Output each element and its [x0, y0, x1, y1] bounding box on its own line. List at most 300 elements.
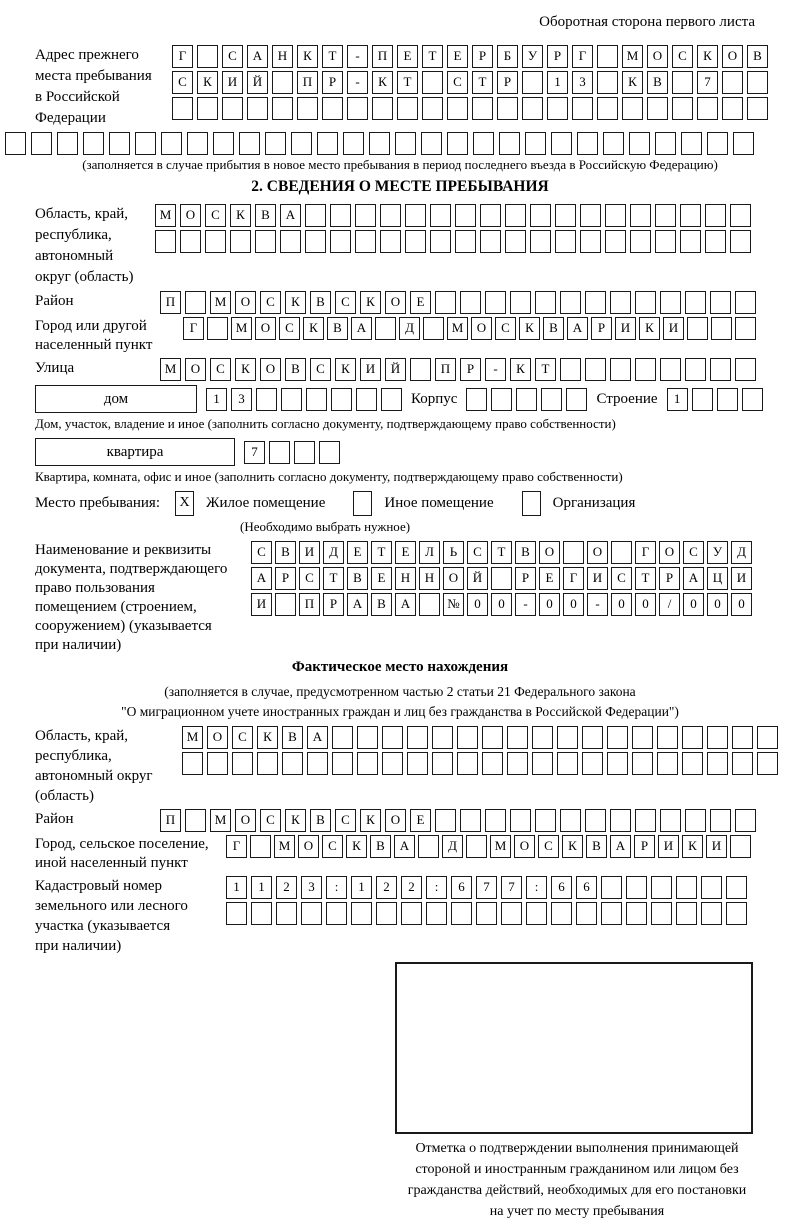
char-cell[interactable]: И	[615, 317, 636, 340]
char-cell[interactable]: П	[299, 593, 320, 616]
char-cell[interactable]	[275, 593, 296, 616]
char-cell[interactable]: С	[310, 358, 331, 381]
char-cell[interactable]	[435, 291, 456, 314]
char-cell[interactable]: Е	[395, 541, 416, 564]
char-cell[interactable]: Н	[419, 567, 440, 590]
char-cell[interactable]: -	[485, 358, 506, 381]
char-cell[interactable]	[466, 835, 487, 858]
char-cell[interactable]: :	[326, 876, 347, 899]
char-cell[interactable]	[432, 752, 453, 775]
char-cell[interactable]: 0	[683, 593, 704, 616]
char-cell[interactable]: -	[347, 45, 368, 68]
char-cell[interactable]: М	[490, 835, 511, 858]
char-cell[interactable]	[457, 752, 478, 775]
char-cell[interactable]	[485, 809, 506, 832]
char-cell[interactable]	[560, 291, 581, 314]
char-cell[interactable]: Р	[460, 358, 481, 381]
char-cell[interactable]: Е	[410, 809, 431, 832]
char-cell[interactable]	[541, 388, 562, 411]
char-cell[interactable]	[672, 97, 693, 120]
char-cell[interactable]: Д	[323, 541, 344, 564]
char-cell[interactable]	[585, 358, 606, 381]
char-cell[interactable]	[239, 132, 260, 155]
char-cell[interactable]: С	[322, 835, 343, 858]
char-cell[interactable]	[685, 358, 706, 381]
char-cell[interactable]	[657, 726, 678, 749]
char-cell[interactable]	[530, 204, 551, 227]
char-cell[interactable]: О	[659, 541, 680, 564]
char-cell[interactable]	[566, 388, 587, 411]
char-cell[interactable]: 3	[572, 71, 593, 94]
char-cell[interactable]: С	[232, 726, 253, 749]
char-cell[interactable]: 1	[226, 876, 247, 899]
char-cell[interactable]: А	[567, 317, 588, 340]
char-cell[interactable]: И	[706, 835, 727, 858]
char-cell[interactable]: О	[260, 358, 281, 381]
char-cell[interactable]	[480, 230, 501, 253]
char-cell[interactable]	[660, 809, 681, 832]
char-cell[interactable]	[610, 809, 631, 832]
char-cell[interactable]	[632, 752, 653, 775]
char-cell[interactable]: Н	[395, 567, 416, 590]
char-cell[interactable]: С	[538, 835, 559, 858]
char-cell[interactable]	[422, 97, 443, 120]
char-cell[interactable]	[742, 388, 763, 411]
char-cell[interactable]	[605, 204, 626, 227]
char-cell[interactable]: К	[697, 45, 718, 68]
char-cell[interactable]	[499, 132, 520, 155]
char-cell[interactable]	[535, 809, 556, 832]
char-cell[interactable]: В	[310, 291, 331, 314]
char-cell[interactable]	[685, 291, 706, 314]
char-cell[interactable]	[535, 291, 556, 314]
char-cell[interactable]	[525, 132, 546, 155]
char-cell[interactable]: М	[622, 45, 643, 68]
char-cell[interactable]	[563, 541, 584, 564]
char-cell[interactable]	[57, 132, 78, 155]
char-cell[interactable]	[597, 71, 618, 94]
char-cell[interactable]: И	[360, 358, 381, 381]
char-cell[interactable]: В	[747, 45, 768, 68]
char-cell[interactable]: К	[639, 317, 660, 340]
char-cell[interactable]: О	[385, 809, 406, 832]
char-cell[interactable]	[507, 726, 528, 749]
char-cell[interactable]	[732, 752, 753, 775]
char-cell[interactable]	[213, 132, 234, 155]
char-cell[interactable]	[356, 388, 377, 411]
char-cell[interactable]	[635, 358, 656, 381]
char-cell[interactable]: Е	[397, 45, 418, 68]
char-cell[interactable]	[610, 358, 631, 381]
char-cell[interactable]	[560, 809, 581, 832]
char-cell[interactable]	[455, 230, 476, 253]
char-cell[interactable]	[722, 71, 743, 94]
char-cell[interactable]	[410, 358, 431, 381]
char-cell[interactable]	[655, 204, 676, 227]
char-cell[interactable]: 2	[276, 876, 297, 899]
char-cell[interactable]: Р	[322, 71, 343, 94]
char-cell[interactable]	[672, 71, 693, 94]
char-cell[interactable]: Й	[467, 567, 488, 590]
char-cell[interactable]	[733, 132, 754, 155]
char-cell[interactable]	[701, 876, 722, 899]
char-cell[interactable]	[717, 388, 738, 411]
char-cell[interactable]	[530, 230, 551, 253]
char-cell[interactable]	[635, 809, 656, 832]
char-cell[interactable]: 1	[547, 71, 568, 94]
char-cell[interactable]	[207, 317, 228, 340]
char-cell[interactable]	[555, 204, 576, 227]
char-cell[interactable]	[355, 230, 376, 253]
char-cell[interactable]: С	[279, 317, 300, 340]
char-cell[interactable]	[257, 752, 278, 775]
char-cell[interactable]: Р	[634, 835, 655, 858]
char-cell[interactable]: М	[160, 358, 181, 381]
char-cell[interactable]: Ц	[707, 567, 728, 590]
char-cell[interactable]	[380, 204, 401, 227]
stay-type-checkbox-other[interactable]	[353, 491, 372, 516]
char-cell[interactable]	[647, 97, 668, 120]
char-cell[interactable]	[419, 593, 440, 616]
char-cell[interactable]	[472, 97, 493, 120]
char-cell[interactable]: Р	[472, 45, 493, 68]
char-cell[interactable]: К	[297, 45, 318, 68]
char-cell[interactable]: Г	[172, 45, 193, 68]
char-cell[interactable]: О	[587, 541, 608, 564]
char-cell[interactable]	[250, 835, 271, 858]
char-cell[interactable]: А	[307, 726, 328, 749]
char-cell[interactable]: С	[447, 71, 468, 94]
char-cell[interactable]: Г	[635, 541, 656, 564]
char-cell[interactable]: О	[385, 291, 406, 314]
char-cell[interactable]	[382, 726, 403, 749]
char-cell[interactable]: С	[172, 71, 193, 94]
char-cell[interactable]	[482, 726, 503, 749]
char-cell[interactable]: К	[622, 71, 643, 94]
char-cell[interactable]: 0	[467, 593, 488, 616]
char-cell[interactable]: С	[683, 541, 704, 564]
char-cell[interactable]: В	[543, 317, 564, 340]
char-cell[interactable]: А	[247, 45, 268, 68]
char-cell[interactable]	[522, 71, 543, 94]
char-cell[interactable]	[497, 97, 518, 120]
char-cell[interactable]: -	[515, 593, 536, 616]
char-cell[interactable]: Л	[419, 541, 440, 564]
char-cell[interactable]	[651, 902, 672, 925]
char-cell[interactable]: 1	[206, 388, 227, 411]
char-cell[interactable]: О	[647, 45, 668, 68]
char-cell[interactable]	[532, 726, 553, 749]
char-cell[interactable]: О	[180, 204, 201, 227]
char-cell[interactable]	[351, 902, 372, 925]
char-cell[interactable]: К	[372, 71, 393, 94]
char-cell[interactable]	[222, 97, 243, 120]
char-cell[interactable]	[432, 726, 453, 749]
char-cell[interactable]	[510, 291, 531, 314]
char-cell[interactable]: С	[672, 45, 693, 68]
char-cell[interactable]	[395, 132, 416, 155]
char-cell[interactable]: К	[335, 358, 356, 381]
char-cell[interactable]	[205, 230, 226, 253]
char-cell[interactable]: 0	[491, 593, 512, 616]
char-cell[interactable]	[747, 71, 768, 94]
char-cell[interactable]: 0	[539, 593, 560, 616]
char-cell[interactable]: В	[371, 593, 392, 616]
char-cell[interactable]	[722, 97, 743, 120]
char-cell[interactable]: 1	[251, 876, 272, 899]
char-cell[interactable]: Ь	[443, 541, 464, 564]
char-cell[interactable]: Г	[563, 567, 584, 590]
char-cell[interactable]	[726, 876, 747, 899]
char-cell[interactable]	[476, 902, 497, 925]
char-cell[interactable]: Е	[539, 567, 560, 590]
char-cell[interactable]	[605, 230, 626, 253]
char-cell[interactable]: 0	[731, 593, 752, 616]
char-cell[interactable]: С	[335, 809, 356, 832]
char-cell[interactable]	[507, 752, 528, 775]
char-cell[interactable]	[380, 230, 401, 253]
char-cell[interactable]	[226, 902, 247, 925]
char-cell[interactable]	[660, 358, 681, 381]
char-cell[interactable]	[710, 291, 731, 314]
char-cell[interactable]	[710, 809, 731, 832]
char-cell[interactable]	[247, 97, 268, 120]
char-cell[interactable]	[276, 902, 297, 925]
char-cell[interactable]: А	[347, 593, 368, 616]
char-cell[interactable]	[185, 809, 206, 832]
char-cell[interactable]: Р	[275, 567, 296, 590]
char-cell[interactable]: Т	[422, 45, 443, 68]
char-cell[interactable]: М	[274, 835, 295, 858]
char-cell[interactable]	[269, 441, 290, 464]
char-cell[interactable]	[422, 71, 443, 94]
char-cell[interactable]: С	[299, 567, 320, 590]
char-cell[interactable]	[485, 291, 506, 314]
char-cell[interactable]	[607, 752, 628, 775]
char-cell[interactable]: А	[394, 835, 415, 858]
char-cell[interactable]: 0	[635, 593, 656, 616]
char-cell[interactable]: М	[447, 317, 468, 340]
char-cell[interactable]	[330, 204, 351, 227]
char-cell[interactable]: С	[210, 358, 231, 381]
char-cell[interactable]	[232, 752, 253, 775]
char-cell[interactable]: 7	[697, 71, 718, 94]
char-cell[interactable]: А	[351, 317, 372, 340]
char-cell[interactable]: О	[298, 835, 319, 858]
char-cell[interactable]	[710, 358, 731, 381]
char-cell[interactable]	[707, 726, 728, 749]
char-cell[interactable]: Т	[371, 541, 392, 564]
char-cell[interactable]: :	[526, 876, 547, 899]
char-cell[interactable]: С	[467, 541, 488, 564]
char-cell[interactable]	[294, 441, 315, 464]
char-cell[interactable]	[580, 204, 601, 227]
char-cell[interactable]: С	[611, 567, 632, 590]
char-cell[interactable]	[657, 752, 678, 775]
char-cell[interactable]: А	[683, 567, 704, 590]
char-cell[interactable]: К	[197, 71, 218, 94]
char-cell[interactable]: Д	[399, 317, 420, 340]
char-cell[interactable]: М	[210, 809, 231, 832]
char-cell[interactable]	[435, 809, 456, 832]
char-cell[interactable]	[207, 752, 228, 775]
char-cell[interactable]: В	[285, 358, 306, 381]
char-cell[interactable]	[447, 97, 468, 120]
char-cell[interactable]: Т	[397, 71, 418, 94]
char-cell[interactable]: Г	[226, 835, 247, 858]
char-cell[interactable]	[197, 97, 218, 120]
char-cell[interactable]	[291, 132, 312, 155]
char-cell[interactable]	[732, 726, 753, 749]
char-cell[interactable]: 6	[451, 876, 472, 899]
char-cell[interactable]	[630, 204, 651, 227]
char-cell[interactable]	[272, 71, 293, 94]
char-cell[interactable]: Р	[591, 317, 612, 340]
char-cell[interactable]	[676, 876, 697, 899]
char-cell[interactable]: /	[659, 593, 680, 616]
char-cell[interactable]: И	[587, 567, 608, 590]
char-cell[interactable]	[557, 726, 578, 749]
char-cell[interactable]: И	[222, 71, 243, 94]
char-cell[interactable]	[580, 230, 601, 253]
char-cell[interactable]: Д	[731, 541, 752, 564]
char-cell[interactable]: О	[185, 358, 206, 381]
char-cell[interactable]: Е	[447, 45, 468, 68]
char-cell[interactable]	[466, 388, 487, 411]
char-cell[interactable]	[272, 97, 293, 120]
char-cell[interactable]: Р	[659, 567, 680, 590]
char-cell[interactable]	[697, 97, 718, 120]
char-cell[interactable]	[301, 902, 322, 925]
char-cell[interactable]: К	[360, 809, 381, 832]
char-cell[interactable]	[505, 204, 526, 227]
char-cell[interactable]	[735, 809, 756, 832]
char-cell[interactable]	[251, 902, 272, 925]
char-cell[interactable]	[551, 132, 572, 155]
char-cell[interactable]	[705, 230, 726, 253]
char-cell[interactable]	[597, 97, 618, 120]
char-cell[interactable]: 7	[476, 876, 497, 899]
char-cell[interactable]	[255, 230, 276, 253]
char-cell[interactable]	[473, 132, 494, 155]
char-cell[interactable]: А	[251, 567, 272, 590]
char-cell[interactable]	[447, 132, 468, 155]
char-cell[interactable]: У	[522, 45, 543, 68]
char-cell[interactable]	[655, 230, 676, 253]
char-cell[interactable]	[682, 752, 703, 775]
char-cell[interactable]: Р	[547, 45, 568, 68]
char-cell[interactable]	[655, 132, 676, 155]
char-cell[interactable]: 2	[376, 876, 397, 899]
char-cell[interactable]: М	[210, 291, 231, 314]
char-cell[interactable]: М	[155, 204, 176, 227]
char-cell[interactable]	[681, 132, 702, 155]
char-cell[interactable]	[532, 752, 553, 775]
char-cell[interactable]: Т	[635, 567, 656, 590]
char-cell[interactable]	[747, 97, 768, 120]
char-cell[interactable]	[281, 388, 302, 411]
char-cell[interactable]: И	[658, 835, 679, 858]
char-cell[interactable]	[711, 317, 732, 340]
char-cell[interactable]: П	[372, 45, 393, 68]
char-cell[interactable]	[423, 317, 444, 340]
char-cell[interactable]	[185, 291, 206, 314]
char-cell[interactable]	[582, 752, 603, 775]
char-cell[interactable]: 0	[707, 593, 728, 616]
char-cell[interactable]	[610, 291, 631, 314]
char-cell[interactable]: Н	[272, 45, 293, 68]
char-cell[interactable]	[297, 97, 318, 120]
char-cell[interactable]: Е	[347, 541, 368, 564]
char-cell[interactable]: К	[285, 809, 306, 832]
char-cell[interactable]: В	[275, 541, 296, 564]
char-cell[interactable]	[197, 45, 218, 68]
char-cell[interactable]: С	[222, 45, 243, 68]
char-cell[interactable]	[382, 752, 403, 775]
char-cell[interactable]: -	[587, 593, 608, 616]
stay-type-checkbox-residential[interactable]: X	[175, 491, 194, 516]
char-cell[interactable]: Т	[323, 567, 344, 590]
char-cell[interactable]	[555, 230, 576, 253]
char-cell[interactable]: С	[251, 541, 272, 564]
char-cell[interactable]	[332, 726, 353, 749]
char-cell[interactable]	[611, 541, 632, 564]
stay-type-checkbox-organization[interactable]	[522, 491, 541, 516]
char-cell[interactable]	[355, 204, 376, 227]
char-cell[interactable]	[626, 876, 647, 899]
char-cell[interactable]: К	[257, 726, 278, 749]
char-cell[interactable]	[280, 230, 301, 253]
char-cell[interactable]	[331, 388, 352, 411]
char-cell[interactable]	[707, 752, 728, 775]
char-cell[interactable]	[326, 902, 347, 925]
char-cell[interactable]	[735, 291, 756, 314]
char-cell[interactable]: С	[335, 291, 356, 314]
char-cell[interactable]: В	[310, 809, 331, 832]
char-cell[interactable]	[601, 902, 622, 925]
char-cell[interactable]	[597, 45, 618, 68]
char-cell[interactable]	[629, 132, 650, 155]
char-cell[interactable]	[256, 388, 277, 411]
char-cell[interactable]: 6	[551, 876, 572, 899]
char-cell[interactable]	[407, 752, 428, 775]
char-cell[interactable]	[155, 230, 176, 253]
char-cell[interactable]	[265, 132, 286, 155]
char-cell[interactable]: Й	[385, 358, 406, 381]
char-cell[interactable]: О	[722, 45, 743, 68]
char-cell[interactable]: Е	[410, 291, 431, 314]
char-cell[interactable]: -	[347, 71, 368, 94]
char-cell[interactable]	[230, 230, 251, 253]
char-cell[interactable]	[317, 132, 338, 155]
char-cell[interactable]: В	[586, 835, 607, 858]
char-cell[interactable]	[692, 388, 713, 411]
char-cell[interactable]: В	[647, 71, 668, 94]
char-cell[interactable]	[757, 726, 778, 749]
char-cell[interactable]: К	[230, 204, 251, 227]
char-cell[interactable]	[322, 97, 343, 120]
char-cell[interactable]	[601, 876, 622, 899]
char-cell[interactable]: П	[435, 358, 456, 381]
char-cell[interactable]: П	[297, 71, 318, 94]
char-cell[interactable]	[491, 567, 512, 590]
char-cell[interactable]: О	[255, 317, 276, 340]
char-cell[interactable]	[526, 902, 547, 925]
char-cell[interactable]	[603, 132, 624, 155]
char-cell[interactable]: №	[443, 593, 464, 616]
char-cell[interactable]: В	[370, 835, 391, 858]
char-cell[interactable]	[572, 97, 593, 120]
